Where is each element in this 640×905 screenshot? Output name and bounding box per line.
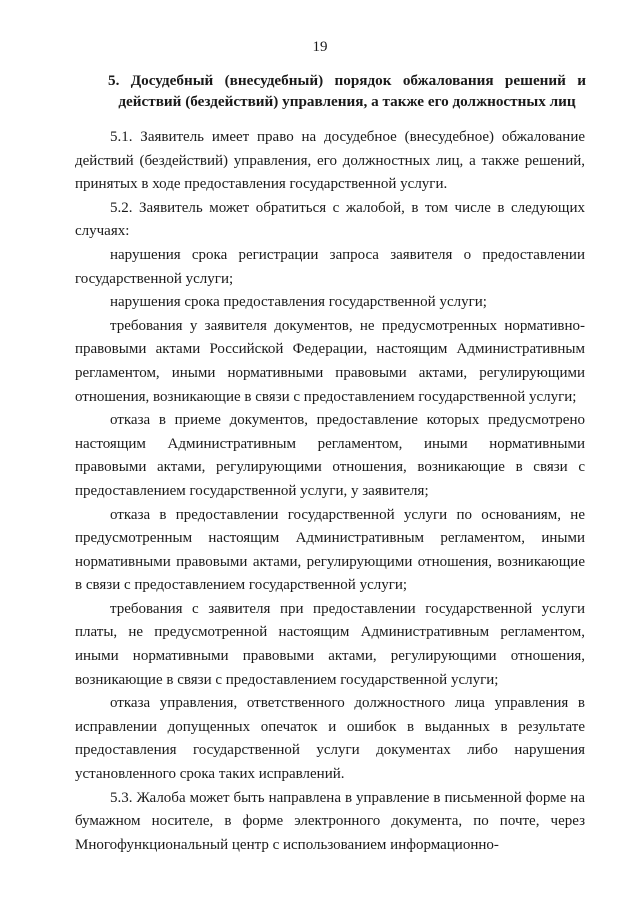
list-item: требования у заявителя документов, не предусмотренных нормативно-правовыми актами Российской Федерации, настоящим Административным регламентом, иными нормативными правовыми актами, регулирующими отношения, возникающие в связи с предоставлением государственной услуги; xyxy=(75,317,585,405)
list-item: требования с заявителя при предоставлении государственной услуги платы, не предусмотренной настоящим Административным регламентом, иными нормативными правовыми актами, регулирующими отношения, возникающие в связи с предоставлением государственной услуги; xyxy=(75,600,585,688)
list-item: отказа в предоставлении государственной услуги по основаниям, не предусмотренным настоящим Административным регламентом, иными нормативными правовыми актами, регулирующими отношения, возникающие в связи с предоставлением государственной услуги; xyxy=(75,506,585,594)
page-number: 19 xyxy=(312,39,328,55)
list-item: нарушения срока предоставления государственной услуги; xyxy=(110,294,487,311)
paragraph-5-2: 5.2. Заявитель может обратиться с жалобой, в том числе в следующих случаях: xyxy=(75,199,585,240)
list-item: отказа в приеме документов, предоставление которых предусмотрено настоящим Административным регламентом, иными нормативными правовыми актами, регулирующими отношения, возникающие в связи с предоставлением государственной услуги, у заявителя; xyxy=(75,412,585,499)
paragraph-5-3: 5.3. Жалоба может быть направлена в управление в письменной форме на бумажном носителе, в форме электронного документа, по почте, через Многофункциональный центр с использованием информационно- xyxy=(75,789,585,853)
section-heading: 5. Досудебный (внесудебный) порядок обжалования решений и действий (бездействий) управления, а также его должностных лиц xyxy=(108,72,586,110)
list-item: отказа управления, ответственного должностного лица управления в исправлении допущенных опечаток и ошибок в выданных в результате предоставления государственной услуги документах либо нарушения установленного срока таких исправлений. xyxy=(75,695,585,783)
list-item: нарушения срока регистрации запроса заявителя о предоставлении государственной услуги; xyxy=(75,246,585,287)
document-body xyxy=(75,126,585,857)
paragraph-5-1: 5.1. Заявитель имеет право на досудебное (внесудебное) обжалование действий (бездействий) управления, его должностных лиц, а также решений, принятых в ходе предоставления государственной услуги. xyxy=(75,129,585,193)
